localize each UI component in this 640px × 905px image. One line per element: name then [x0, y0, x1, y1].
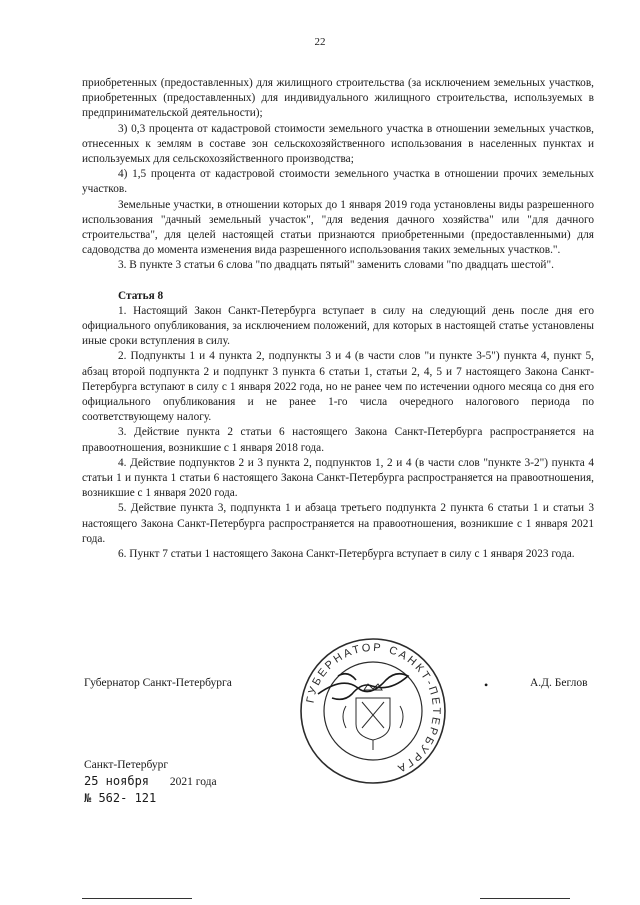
- place-and-date-block: [84, 757, 217, 806]
- paragraph: 3. В пункте 3 статьи 6 слова "по двадцать пятый" заменить словами "по двадцать шестой".: [118, 259, 554, 272]
- article-paragraph: 4. Действие подпунктов 2 и 3 пункта 2, подпунктов 1, 2 и 4 (в части слов "пункте 3-2") пункта 4 статьи 1 и пункта 1 статьи 6 настоящего Закона Санкт-Петербурга распространяется на правоотношения, возникшие с 1 января 2020 года.: [82, 456, 594, 500]
- article-paragraph: 2. Подпункты 1 и 4 пункта 2, подпункты 3 и 4 (в части слов "и пункте 3-5") пункта 4, пункт 5, абзац второй подпункта 2 и подпункт 3 пункта 6 статьи 1, статьи 2, 4, 5 и 7 настоящего Закона Санкт-Петербурга вступают в силу с 1 января 2022 года, но не ранее чем по истечении одного месяца со дня его официального опубликования и не ранее 1-го числа очередного налогового периода по соответствующему налогу.: [82, 350, 594, 424]
- article-paragraph: 1. Настоящий Закон Санкт-Петербурга вступает в силу на следующий день после дня его официального опубликования, за исключением положений, для которых в настоящей статье установлены иные сроки вступления в силу.: [82, 304, 594, 348]
- divider: [480, 898, 570, 899]
- article-heading: Статья 8: [118, 289, 164, 302]
- signatory-name: А.Д. Беглов: [530, 677, 588, 689]
- article-paragraph: 3. Действие пункта 2 статьи 6 настоящего Закона Санкт-Петербурга распространяется на правоотношения, возникшие с 1 января 2018 года.: [82, 426, 594, 454]
- paragraph: приобретенных (предоставленных) для жилищного строительства (за исключением земельных участков, приобретенных (предоставленных) для индивидуального жилищного строительства, используемых в предпринимательской деятельности);: [82, 77, 594, 120]
- law-number: № 562- 121: [84, 791, 157, 805]
- signatory-title: Губернатор Санкт-Петербурга: [84, 677, 232, 689]
- article-paragraph: 5. Действие пункта 3, подпункта 1 и абзаца третьего подпункта 2 пункта 6 статьи 1 и статьи 3 настоящего Закона Санкт-Петербурга распространяется на правоотношения, возникшие с 1 января 2021 года.: [82, 502, 594, 545]
- paragraph: 4) 1,5 процента от кадастровой стоимости земельного участка в отношении прочих земельных участков.: [82, 168, 594, 196]
- paragraph: Земельные участки, в отношении которых до 1 января 2019 года установлены виды разрешенного использования "дачный земельный участок", "для ведения дачного хозяйства" или "для дачного строительства", для целей настоящей статьи признаются приобретенными (предоставленными) для садоводства до момента изменения вида разрешенного использования таких земельных участков.".: [82, 198, 594, 257]
- city: Санкт-Петербург: [84, 759, 169, 771]
- signature-mark: •: [484, 678, 489, 692]
- official-seal: [298, 636, 448, 786]
- paragraph: 3) 0,3 процента от кадастровой стоимости земельного участка в отношении земельных участков, отнесенных к землям в составе зон сельскохозяйственного использования в населенных пунктах и используемых для сельскохозяйственного производства;: [82, 122, 594, 166]
- divider: [82, 898, 192, 899]
- page-number: 22: [314, 36, 326, 48]
- seal-text: ГУБЕРНАТОР САНКТ-ПЕТЕРБУРГА: [304, 641, 443, 776]
- signing-date: 25 ноября: [84, 774, 150, 788]
- document-body: [82, 76, 594, 562]
- article-paragraph: 6. Пункт 7 статьи 1 настоящего Закона Санкт-Петербурга вступает в силу с 1 января 2023 года.: [118, 548, 575, 561]
- signing-year: 2021 года: [169, 776, 217, 788]
- handwritten-signature: [318, 674, 408, 700]
